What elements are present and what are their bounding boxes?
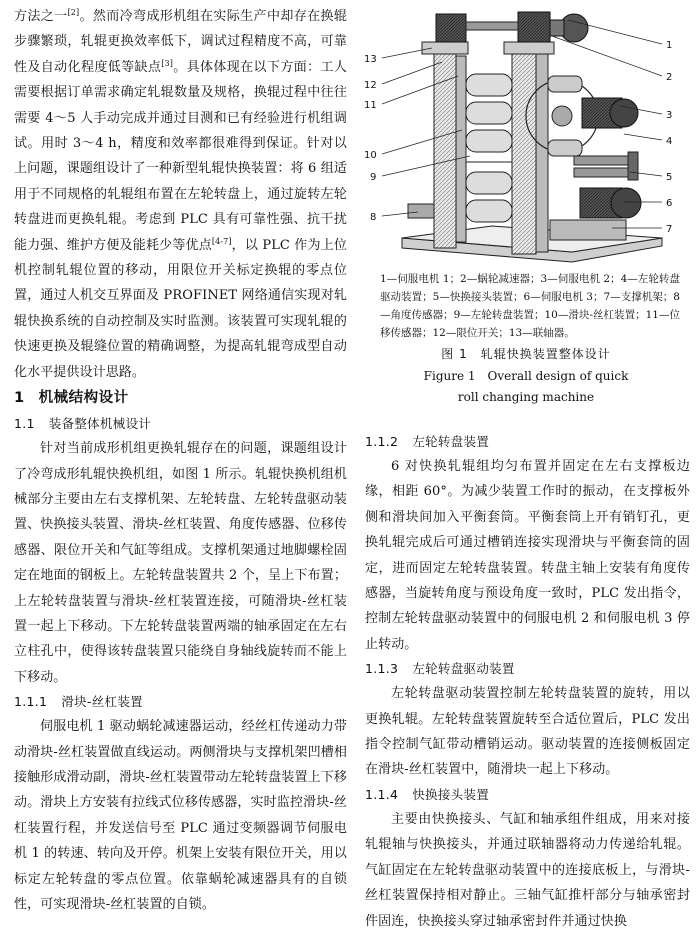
paragraph-1-1-4: 主要由快换接头、气缸和轴承组件组成，用来对接轧辊轴与快换接头，并通过联轴器将动力传递给轧辊。气缸固定在左轮转盘驱动装置中的连接底板上，与滑块-丝杠装置保持相对静止。三轴气缸推杆部分与轴承密封件固连，快换接头穿过轴承密封件并通过快换 bbox=[365, 811, 690, 929]
callout-3: 3 bbox=[666, 110, 673, 121]
angle-sensor bbox=[408, 204, 434, 218]
section-heading: 1 机械结构设计 bbox=[14, 390, 129, 407]
citation: [3] bbox=[161, 58, 173, 68]
subsection-heading-1-1-4: 1.1.4 快换接头装置 bbox=[365, 786, 490, 802]
callout-12: 12 bbox=[364, 80, 377, 91]
callout-10: 10 bbox=[364, 150, 377, 161]
callout-6: 6 bbox=[666, 198, 673, 209]
lower-frame-block bbox=[550, 220, 626, 240]
citation: [4-7] bbox=[211, 236, 232, 246]
callout-13: 13 bbox=[364, 54, 377, 65]
citation: [2] bbox=[67, 8, 80, 17]
subsection-heading-1-1-3: 1.1.3 左轮转盘驱动装置 bbox=[365, 661, 515, 677]
callout-1: 1 bbox=[666, 40, 673, 51]
figure-caption-cn: 图 1 轧辊快换装置整体设计 bbox=[441, 347, 611, 361]
callout-4: 4 bbox=[666, 136, 673, 147]
callout-2: 2 bbox=[666, 72, 673, 83]
paragraph-intro-continued: 方法之一[2]。然而冷弯成形机组在实际生产中却存在换辊步骤繁琐，轧辊更换效率低下，调试过程精度不高，可靠性及自动化程度低等缺点[3]。具体体现在以下方面：工人需要根据订单需求确定轧辊数量及规格，换辊过程中往往需要 4～5 人手动完成并通过目测和已有经验进行机组调试。用时 3～4 h，精度和效率都很难得到保证。针对以上问题，课题组设计了一种新型轧辊快换装置：将 6 组适用于不同规格的轧辊组布置在左轮转盘上，通过旋转左轮转盘进而更换轧辊。考虑到 PLC 具有可靠性强、抗干扰能力强、维护方便及能耗少等优点[4-7]，以 PLC 作为上位机控制轧辊位置的移动，用限位开关标定换辊的零点位置，通过人机交互界面及 PROFINET 网络通信实现对轧辊快换系统的自动控制及实时监测。该装置可实现轧辊的快速更换及辊缝位置的精确调整，为提高轧辊弯成型自动化水平提供设计思路。 bbox=[14, 8, 347, 380]
callout-5: 5 bbox=[666, 172, 673, 183]
worm-gear-reducers bbox=[436, 12, 588, 42]
figure-1 bbox=[362, 6, 690, 408]
roll-group bbox=[466, 74, 512, 222]
servo-motor-3 bbox=[580, 188, 641, 218]
quick-change-joints bbox=[574, 152, 638, 180]
figure-caption-en-line1: Figure 1 Overall design of quick bbox=[423, 369, 629, 383]
right-column bbox=[365, 430, 690, 934]
servo-motor-2 bbox=[582, 98, 638, 128]
paragraph-1-1-3: 左轮转盘驱动装置控制左轮转盘装置的旋转，用以更换轧辊。左轮转盘装置旋转至合适位置后，PLC 发出指令控制气缸带动槽销运动。驱动装置的连接侧板固定在滑块-丝杠装置中，随滑块一起上下移动。 bbox=[365, 686, 690, 778]
subsection-heading-1-1: 1.1 装备整体机械设计 bbox=[14, 416, 152, 432]
callout-7: 7 bbox=[666, 224, 673, 235]
callout-11: 11 bbox=[364, 100, 377, 111]
callout-8: 8 bbox=[370, 212, 377, 223]
paragraph-1-1-1: 伺服电机 1 驱动蜗轮减速器运动，经丝杠传递动力带动滑块-丝杠装置做直线运动。两侧滑块与支撑机架凹槽相接触形成滑动副，滑块-丝杠装置带动左轮转盘装置上下移动。滑块上方安装有拉线式位移传感器，实时监控滑块-丝杠装置行程，并发送信号至 PLC 通过变频器调节伺服电机 1 的转速、转向及开停。机架上安装有限位开关，用以标定左轮转盘的零点位置。依靠蜗轮减速器具有的自锁性，可实现滑块-丝杠装置的自锁。 bbox=[14, 719, 347, 912]
machine-drawing bbox=[362, 6, 690, 268]
paragraph-1-1-2: 6 对快换轧辊组均匀布置并固定在左右支撑板边缘，相距 60°。为减少装置工作时的振动，在支撑板外侧和滑块间加入平衡套筒。平衡套筒上开有销钉孔，更换轧辊完成后可通过槽销连接实现滑块与平衡套筒的固定，进而固定左轮转盘装置。转盘主轴上安装有角度传感器，当旋转角度与预设角度一致时，PLC 发出指令，控制左轮转盘驱动装置中的伺服电机 2 和伺服电机 3 停止转动。 bbox=[365, 459, 690, 652]
subsection-heading-1-1-1: 1.1.1 滑块-丝杠装置 bbox=[14, 694, 143, 710]
figure-legend: 1—伺服电机 1；2—蜗轮减速器；3—伺服电机 2；4—左轮转盘驱动装置；5—快换接头装置；6—伺服电机 3；7—支撑机架；8—角度传感器；9—左轮转盘装置；10—滑块-丝杠装置；11—位移传感器；12—限位开关；13—联轴器。 bbox=[380, 273, 680, 339]
figure-caption-en-line2: roll changing machine bbox=[457, 390, 595, 404]
left-column bbox=[14, 4, 347, 917]
paragraph-1-1: 针对当前成形机组更换轧辊存在的问题，课题组设计了冷弯成形轧辊快换机组，如图 1 所示。轧辊快换机组机械部分主要由左右支撑机架、左轮转盘、左轮转盘驱动装置、快换接头装置、滑块-丝杠装置、角度传感器、位移传感器、限位开关和气缸等组成。支撑机架通过地脚螺栓固定在地面的钢板上。左轮转盘装置共 2 个，呈上下布置；上左轮转盘装置与滑块-丝杠装置连接，可随滑块-丝杠装置一起上下移动。下左轮转盘装置两端的轴承固定在左右立柱孔中，使得该转盘装置只能绕自身轴线旋转而不能上下移动。 bbox=[14, 441, 347, 685]
subsection-heading-1-1-2: 1.1.2 左轮转盘装置 bbox=[365, 434, 490, 449]
callout-9: 9 bbox=[370, 172, 377, 183]
